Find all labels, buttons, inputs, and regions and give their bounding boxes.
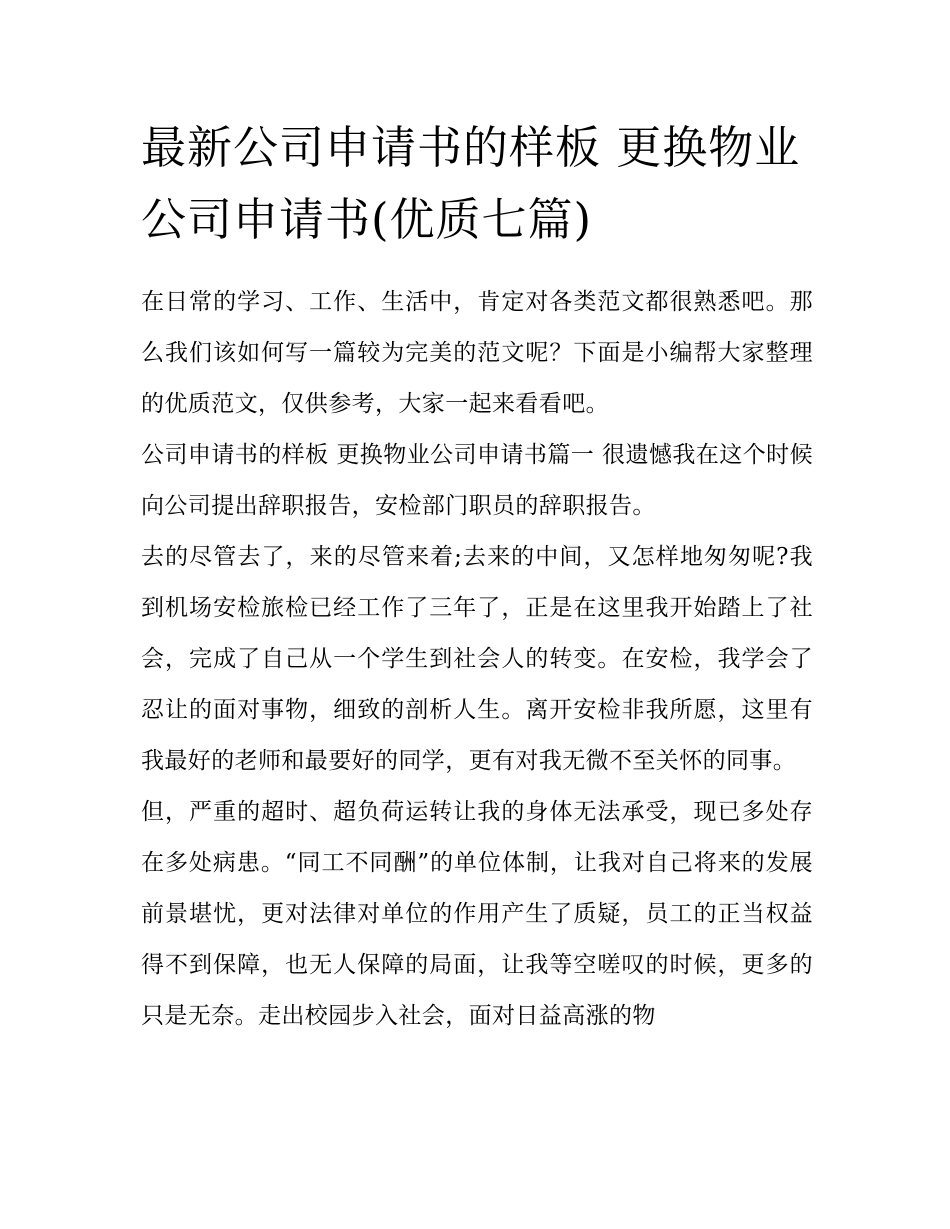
document-body <box>141 277 813 1042</box>
paragraph-heading-1: 公司申请书的样板 更换物业公司申请书篇一 很遗憾我在这个时候向公司提出辞职报告，安检部门职员的辞职报告。 <box>141 442 813 519</box>
document-title: 最新公司申请书的样板 更换物业公司申请书(优质七篇) <box>141 121 801 246</box>
paragraph-3: 但，严重的超时、超负荷运转让我的身体无法承受，现已多处存在多处病患。“同工不同酬”的单位体制，让我对自己将来的发展前景堪忧，更对法律对单位的作用产生了质疑，员工的正当权益得不到保障，也无人保障的局面，让我等空嗟叹的时候，更多的只是无奈。走出校园步入社会，面对日益高涨的物 <box>141 799 813 1029</box>
paragraph-intro: 在日常的学习、工作、生活中，肯定对各类范文都很熟悉吧。那么我们该如何写一篇较为完美的范文呢？下面是小编帮大家整理的优质范文，仅供参考，大家一起来看看吧。 <box>141 289 813 417</box>
paragraph-2: 去的尽管去了，来的尽管来着;去来的中间，又怎样地匆匆呢?我到机场安检旅检已经工作了三年了，正是在这里我开始踏上了社会，完成了自己从一个学生到社会人的转变。在安检，我学会了忍让的面对事物，细致的剖析人生。离开安检非我所愿，这里有我最好的老师和最要好的同学，更有对我无微不至关怀的同事。 <box>141 544 813 774</box>
